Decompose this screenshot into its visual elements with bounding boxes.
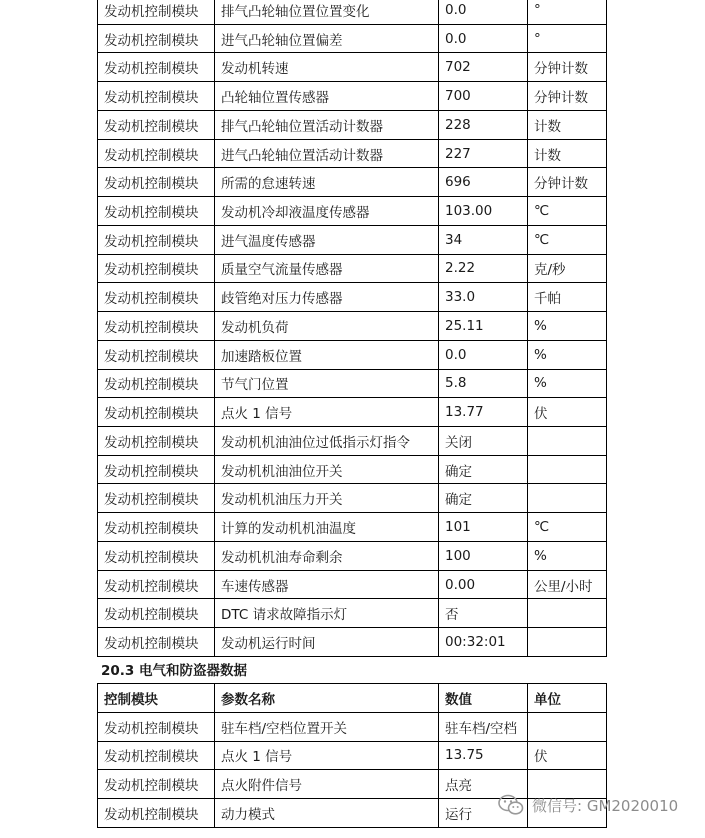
- cell-parameter-name: 加速踏板位置: [215, 340, 439, 369]
- cell-parameter-name: 歧管绝对压力传感器: [215, 283, 439, 312]
- cell-value: 25.11: [439, 312, 528, 341]
- cell-unit: ℃: [528, 225, 607, 254]
- table-row: [98, 340, 607, 369]
- watermark-text: 微信号: GM2020010: [532, 796, 679, 815]
- cell-control-module: 发动机控制模块: [98, 741, 215, 770]
- cell-value: 228: [439, 110, 528, 139]
- cell-value: 227: [439, 139, 528, 168]
- cell-parameter-name: 计算的发动机机油温度: [215, 513, 439, 542]
- cell-parameter-name: 凸轮轴位置传感器: [215, 82, 439, 111]
- cell-unit: %: [528, 541, 607, 570]
- cell-unit: °: [528, 0, 607, 24]
- cell-value: 2.22: [439, 254, 528, 283]
- cell-unit: 计数: [528, 110, 607, 139]
- cell-unit: [528, 427, 607, 456]
- table-row: [98, 225, 607, 254]
- cell-unit: [528, 712, 607, 741]
- cell-unit: 分钟计数: [528, 82, 607, 111]
- cell-parameter-name: 发动机机油压力开关: [215, 484, 439, 513]
- table-row: [98, 741, 607, 770]
- cell-parameter-name: 发动机机油寿命剩余: [215, 541, 439, 570]
- cell-control-module: 发动机控制模块: [98, 283, 215, 312]
- table-row: [98, 398, 607, 427]
- table-row: [98, 283, 607, 312]
- cell-value: 否: [439, 599, 528, 628]
- cell-parameter-name: 进气温度传感器: [215, 225, 439, 254]
- table-row: [98, 139, 607, 168]
- cell-value: 5.8: [439, 369, 528, 398]
- cell-control-module: 发动机控制模块: [98, 541, 215, 570]
- cell-control-module: 发动机控制模块: [98, 82, 215, 111]
- cell-value: 驻车档/空档: [439, 712, 528, 741]
- cell-unit: %: [528, 340, 607, 369]
- cell-parameter-name: DTC 请求故障指示灯: [215, 599, 439, 628]
- cell-parameter-name: 质量空气流量传感器: [215, 254, 439, 283]
- cell-parameter-name: 驻车档/空档位置开关: [215, 712, 439, 741]
- cell-control-module: 发动机控制模块: [98, 53, 215, 82]
- cell-control-module: 发动机控制模块: [98, 570, 215, 599]
- table-row: [98, 24, 607, 53]
- cell-unit: ℃: [528, 513, 607, 542]
- cell-control-module: 发动机控制模块: [98, 427, 215, 456]
- cell-control-module: 发动机控制模块: [98, 312, 215, 341]
- header-parameter-name: 参数名称: [215, 684, 439, 713]
- cell-parameter-name: 排气凸轮轴位置位置变化: [215, 0, 439, 24]
- cell-parameter-name: 排气凸轮轴位置活动计数器: [215, 110, 439, 139]
- header-value: 数值: [439, 684, 528, 713]
- cell-control-module: 发动机控制模块: [98, 168, 215, 197]
- table-row: [98, 599, 607, 628]
- cell-control-module: 发动机控制模块: [98, 398, 215, 427]
- cell-parameter-name: 动力模式: [215, 799, 439, 828]
- table-row: [98, 312, 607, 341]
- table-row: [98, 254, 607, 283]
- cell-value: 101: [439, 513, 528, 542]
- cell-unit: 公里/小时: [528, 570, 607, 599]
- cell-unit: 计数: [528, 139, 607, 168]
- cell-unit: %: [528, 312, 607, 341]
- cell-parameter-name: 点火 1 信号: [215, 398, 439, 427]
- table-row: [98, 570, 607, 599]
- table-row: [98, 712, 607, 741]
- header-unit: 单位: [528, 684, 607, 713]
- cell-control-module: 发动机控制模块: [98, 513, 215, 542]
- cell-value: 13.75: [439, 741, 528, 770]
- cell-control-module: 发动机控制模块: [98, 712, 215, 741]
- cell-value: 点亮: [439, 770, 528, 799]
- cell-parameter-name: 发动机负荷: [215, 312, 439, 341]
- cell-unit: °: [528, 24, 607, 53]
- table-row: [98, 168, 607, 197]
- table-row: [98, 427, 607, 456]
- cell-value: 103.00: [439, 197, 528, 226]
- table-row: [98, 0, 607, 24]
- cell-parameter-name: 点火 1 信号: [215, 741, 439, 770]
- cell-control-module: 发动机控制模块: [98, 0, 215, 24]
- table-row: [98, 541, 607, 570]
- cell-control-module: 发动机控制模块: [98, 139, 215, 168]
- table-row: [98, 197, 607, 226]
- cell-value: 0.00: [439, 570, 528, 599]
- cell-control-module: 发动机控制模块: [98, 799, 215, 828]
- cell-value: 34: [439, 225, 528, 254]
- cell-control-module: 发动机控制模块: [98, 628, 215, 657]
- cell-parameter-name: 发动机机油油位过低指示灯指令: [215, 427, 439, 456]
- cell-parameter-name: 进气凸轮轴位置偏差: [215, 24, 439, 53]
- cell-control-module: 发动机控制模块: [98, 254, 215, 283]
- cell-parameter-name: 发动机冷却液温度传感器: [215, 197, 439, 226]
- cell-unit: 分钟计数: [528, 168, 607, 197]
- cell-parameter-name: 发动机运行时间: [215, 628, 439, 657]
- engine-data-table: [97, 0, 607, 657]
- cell-control-module: 发动机控制模块: [98, 455, 215, 484]
- cell-control-module: 发动机控制模块: [98, 340, 215, 369]
- cell-value: 702: [439, 53, 528, 82]
- cell-parameter-name: 节气门位置: [215, 369, 439, 398]
- cell-unit: 伏: [528, 741, 607, 770]
- cell-unit: [528, 484, 607, 513]
- cell-value: 关闭: [439, 427, 528, 456]
- cell-value: 696: [439, 168, 528, 197]
- cell-value: 确定: [439, 455, 528, 484]
- header-control-module: 控制模块: [98, 684, 215, 713]
- cell-value: 0.0: [439, 24, 528, 53]
- cell-unit: [528, 455, 607, 484]
- cell-parameter-name: 进气凸轮轴位置活动计数器: [215, 139, 439, 168]
- cell-control-module: 发动机控制模块: [98, 24, 215, 53]
- table-row: [98, 53, 607, 82]
- cell-unit: %: [528, 369, 607, 398]
- cell-unit: 分钟计数: [528, 53, 607, 82]
- cell-parameter-name: 发动机机油油位开关: [215, 455, 439, 484]
- cell-value: 运行: [439, 799, 528, 828]
- cell-value: 13.77: [439, 398, 528, 427]
- cell-control-module: 发动机控制模块: [98, 770, 215, 799]
- cell-control-module: 发动机控制模块: [98, 197, 215, 226]
- cell-unit: ℃: [528, 197, 607, 226]
- cell-parameter-name: 点火附件信号: [215, 770, 439, 799]
- table-row: [98, 110, 607, 139]
- cell-control-module: 发动机控制模块: [98, 369, 215, 398]
- cell-parameter-name: 车速传感器: [215, 570, 439, 599]
- watermark: [498, 794, 678, 816]
- cell-parameter-name: 所需的怠速转速: [215, 168, 439, 197]
- cell-unit: [528, 628, 607, 657]
- cell-control-module: 发动机控制模块: [98, 599, 215, 628]
- cell-control-module: 发动机控制模块: [98, 110, 215, 139]
- cell-unit: 克/秒: [528, 254, 607, 283]
- section-title: 20.3 电气和防盗器数据: [101, 663, 248, 679]
- cell-value: 确定: [439, 484, 528, 513]
- cell-unit: 千帕: [528, 283, 607, 312]
- cell-control-module: 发动机控制模块: [98, 484, 215, 513]
- table-row: [98, 369, 607, 398]
- table-row: [98, 513, 607, 542]
- cell-value: 100: [439, 541, 528, 570]
- cell-control-module: 发动机控制模块: [98, 225, 215, 254]
- table-row: [98, 484, 607, 513]
- table-header-row: [98, 684, 607, 713]
- cell-unit: [528, 599, 607, 628]
- cell-value: 0.0: [439, 0, 528, 24]
- table-row: [98, 455, 607, 484]
- cell-unit: 伏: [528, 398, 607, 427]
- cell-value: 00:32:01: [439, 628, 528, 657]
- cell-value: 700: [439, 82, 528, 111]
- cell-parameter-name: 发动机转速: [215, 53, 439, 82]
- wechat-icon: [498, 794, 524, 816]
- cell-value: 0.0: [439, 340, 528, 369]
- table-row: [98, 82, 607, 111]
- table-row: [98, 628, 607, 657]
- cell-value: 33.0: [439, 283, 528, 312]
